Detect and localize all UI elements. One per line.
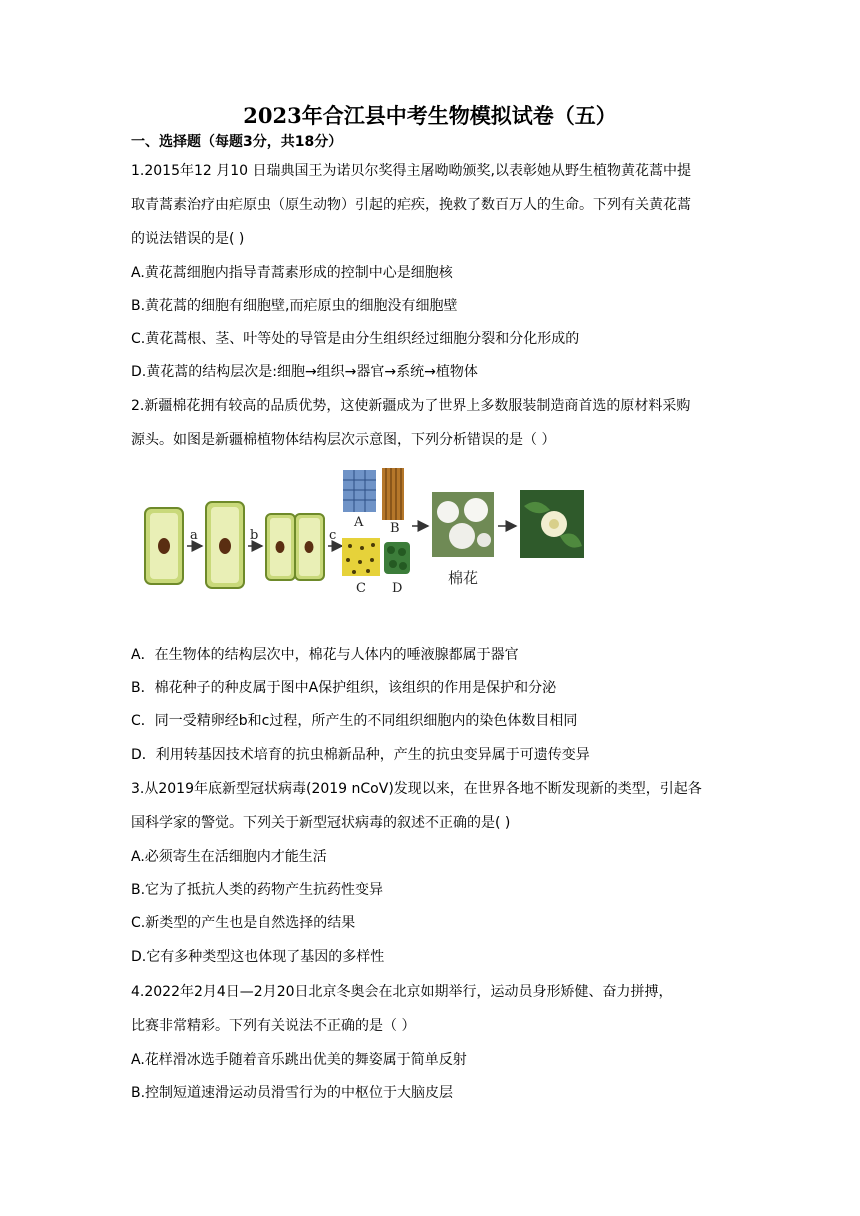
tissue-a — [343, 470, 376, 512]
q3-stem-line-2: 国科学家的警觉。下列关于新型冠状病毒的叙述不正确的是( ) — [131, 815, 511, 831]
q4-stem-line-1: 4.2022年2月4日—2月20日北京冬奥会在北京如期举行，运动员身形矫健、奋力拼搏， — [131, 984, 673, 1000]
arrow-a-label: a — [190, 528, 198, 543]
q4-stem-line-2: 比赛非常精彩。下列有关说法不正确的是（ ） — [131, 1018, 416, 1034]
section-heading: 一、选择题（每题3分，共18分） — [131, 134, 343, 150]
q2-option-c: C．同一受精卵经b和c过程，所产生的不同组织细胞内的染色体数目相同 — [131, 713, 578, 729]
cotton-structure-figure — [140, 466, 590, 596]
tissue-c-label: C — [356, 581, 366, 596]
arrow-c-label: c — [329, 528, 337, 543]
cell-stage-2 — [206, 502, 244, 588]
cotton-plant-image — [520, 490, 584, 558]
page-title: 2023年合江县中考生物模拟试卷（五） — [243, 103, 617, 128]
cotton-boll-image — [432, 492, 494, 557]
cotton-caption: 棉花 — [448, 569, 479, 587]
q1-option-d: D.黄花蒿的结构层次是:细胞→组织→器官→系统→植物体 — [131, 364, 478, 380]
q4-option-a: A.花样滑冰选手随着音乐跳出优美的舞姿属于简单反射 — [131, 1052, 467, 1068]
arrow-b-label: b — [250, 528, 259, 543]
q2-stem-line-2: 源头。如图是新疆棉植物体结构层次示意图，下列分析错误的是（ ） — [131, 432, 556, 448]
q3-stem-line-1: 3.从2019年底新型冠状病毒(2019 nCoV)发现以来，在世界各地不断发现新的类型，引起各 — [131, 781, 702, 797]
q3-option-c: C.新类型的产生也是自然选择的结果 — [131, 915, 356, 931]
cell-stage-3 — [266, 514, 324, 580]
tissue-a-label: A — [354, 515, 364, 530]
q2-option-a: A．在生物体的结构层次中，棉花与人体内的唾液腺都属于器官 — [131, 647, 519, 663]
q3-option-d: D.它有多种类型这也体现了基因的多样性 — [131, 949, 385, 965]
q2-stem-line-1: 2.新疆棉花拥有较高的品质优势，这使新疆成为了世界上多数服装制造商首选的原材料采购 — [131, 398, 691, 414]
q1-option-b: B.黄花蒿的细胞有细胞壁,而疟原虫的细胞没有细胞壁 — [131, 298, 458, 314]
q1-stem-line-2: 取青蒿素治疗由疟原虫（原生动物）引起的疟疾，挽救了数百万人的生命。下列有关黄花蒿 — [131, 197, 691, 213]
tissue-b-label: B — [390, 521, 400, 536]
q3-option-a: A.必须寄生在活细胞内才能生活 — [131, 849, 327, 865]
q1-option-c: C.黄花蒿根、茎、叶等处的导管是由分生组织经过细胞分裂和分化形成的 — [131, 331, 580, 347]
q2-option-d: D．利用转基因技术培育的抗虫棉新品种，产生的抗虫变异属于可遗传变异 — [131, 747, 590, 763]
cell-stage-1 — [145, 508, 183, 584]
tissue-d-label: D — [392, 581, 403, 596]
q2-option-b: B．棉花种子的种皮属于图中A保护组织，该组织的作用是保护和分泌 — [131, 680, 557, 696]
tissue-c — [342, 538, 380, 576]
q4-option-b: B.控制短道速滑运动员滑雪行为的中枢位于大脑皮层 — [131, 1085, 454, 1101]
tissue-b — [382, 468, 404, 520]
q1-stem-line-3: 的说法错误的是( ) — [131, 231, 245, 247]
q3-option-b: B.它为了抵抗人类的药物产生抗药性变异 — [131, 882, 384, 898]
q1-option-a: A.黄花蒿细胞内指导青蒿素形成的控制中心是细胞核 — [131, 265, 453, 281]
q1-stem-line-1: 1.2015年12 月10 日瑞典国王为诺贝尔奖得主屠呦呦颁奖,以表彰她从野生植物黄花蒿中提 — [131, 163, 691, 179]
tissue-d — [384, 542, 410, 574]
